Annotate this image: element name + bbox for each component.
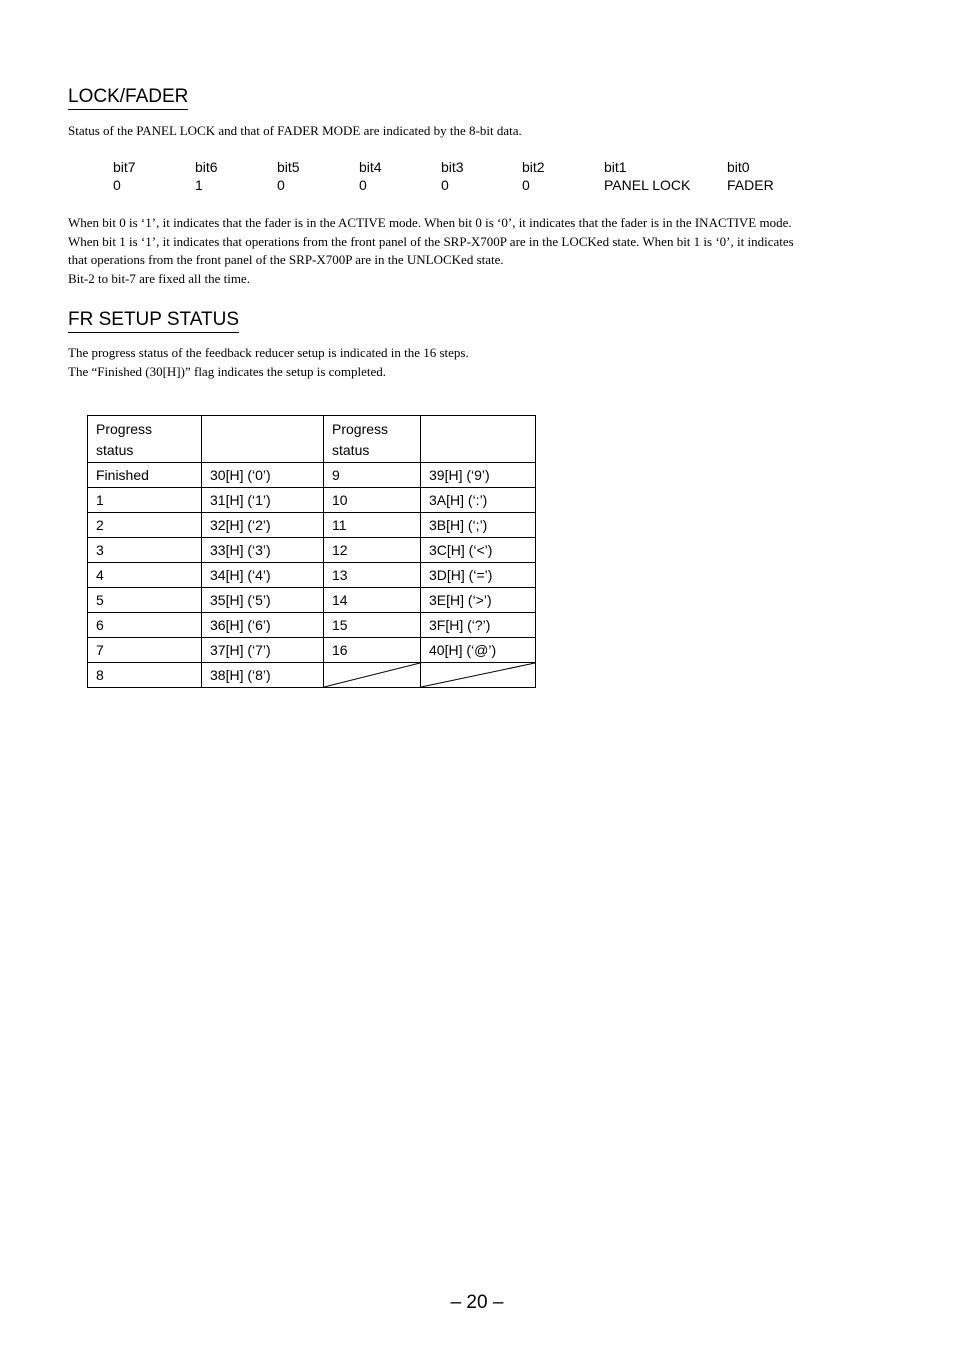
page-number: – 20 – <box>450 1292 504 1313</box>
bit-column <box>113 158 136 194</box>
table-row <box>88 538 536 563</box>
bit-name: bit4 <box>359 159 382 175</box>
table-cell: 1 <box>88 488 202 513</box>
table-cell: 30[H] (‘0’) <box>202 463 324 488</box>
lock-fader-intro: Status of the PANEL LOCK and that of FADER MODE are indicated by the 8-bit data. <box>68 123 522 138</box>
bit-column <box>522 158 545 194</box>
table-header-cell: Progress status <box>324 416 421 463</box>
table-cell: 9 <box>324 463 421 488</box>
table-header-cell: Progress status <box>88 416 202 463</box>
table-row <box>88 513 536 538</box>
table-cell-empty <box>324 663 421 688</box>
bit-column <box>727 158 774 194</box>
table-row <box>88 663 536 688</box>
table-cell: 35[H] (‘5’) <box>202 588 324 613</box>
description-line: When bit 1 is ‘1’, it indicates that operations from the front panel of the SRP-X700P are in the LOCKed state. When bit 1 is ‘0’, it indicates <box>68 233 794 249</box>
table-header-row <box>88 416 536 463</box>
bit-value: 0 <box>113 177 121 193</box>
table-cell: 12 <box>324 538 421 563</box>
table-cell: 7 <box>88 638 202 663</box>
fr-setup-heading: FR SETUP STATUS <box>68 309 239 333</box>
table-cell: 13 <box>324 563 421 588</box>
diagonal-slash-icon <box>421 663 535 687</box>
table-row <box>88 488 536 513</box>
table-cell: 3E[H] (‘>’) <box>421 588 536 613</box>
table-row <box>88 463 536 488</box>
table-cell: 40[H] (‘@’) <box>421 638 536 663</box>
table-cell: 8 <box>88 663 202 688</box>
description-line: that operations from the front panel of the SRP-X700P are in the UNLOCKed state. <box>68 252 504 267</box>
bit-name: bit6 <box>195 159 218 175</box>
bit-column <box>195 158 218 194</box>
bit-name: bit7 <box>113 159 136 175</box>
table-cell: 15 <box>324 613 421 638</box>
table-cell: 3 <box>88 538 202 563</box>
table-cell: 39[H] (‘9’) <box>421 463 536 488</box>
bit-value: 1 <box>195 177 203 193</box>
table-header-cell <box>202 416 324 463</box>
bit-name: bit3 <box>441 159 464 175</box>
table-cell: 2 <box>88 513 202 538</box>
progress-status-table <box>87 415 536 688</box>
table-row <box>88 613 536 638</box>
bit-name: bit1 <box>604 159 627 175</box>
lock-fader-description <box>68 214 888 288</box>
bit-column <box>441 158 464 194</box>
table-cell: 3A[H] (‘:’) <box>421 488 536 513</box>
bit-column <box>604 158 690 194</box>
table-cell: 14 <box>324 588 421 613</box>
table-cell: 38[H] (‘8’) <box>202 663 324 688</box>
bit-column <box>359 158 382 194</box>
table-cell: Finished <box>88 463 202 488</box>
lock-fader-heading: LOCK/FADER <box>68 86 188 110</box>
fr-setup-intro <box>68 344 888 381</box>
bit-value: 0 <box>441 177 449 193</box>
bit-name: bit0 <box>727 159 750 175</box>
table-header-cell <box>421 416 536 463</box>
table-cell: 4 <box>88 563 202 588</box>
table-cell: 32[H] (‘2’) <box>202 513 324 538</box>
table-cell: 10 <box>324 488 421 513</box>
description-line: Bit-2 to bit-7 are fixed all the time. <box>68 270 250 286</box>
table-cell: 33[H] (‘3’) <box>202 538 324 563</box>
table-row <box>88 563 536 588</box>
table-cell: 34[H] (‘4’) <box>202 563 324 588</box>
table-cell: 3C[H] (‘<’) <box>421 538 536 563</box>
bit-value: FADER <box>727 177 774 193</box>
table-row <box>88 588 536 613</box>
table-cell: 3D[H] (‘=’) <box>421 563 536 588</box>
bit-value: 0 <box>277 177 285 193</box>
table-row <box>88 638 536 663</box>
table-cell-empty <box>421 663 536 688</box>
diagonal-slash-icon <box>324 663 420 687</box>
bit-name: bit2 <box>522 159 545 175</box>
table-cell: 37[H] (‘7’) <box>202 638 324 663</box>
table-cell: 6 <box>88 613 202 638</box>
table-cell: 31[H] (‘1’) <box>202 488 324 513</box>
table-cell: 3B[H] (‘;’) <box>421 513 536 538</box>
table-cell: 11 <box>324 513 421 538</box>
bit-column <box>277 158 300 194</box>
bit-value: 0 <box>522 177 530 193</box>
bit-value: PANEL LOCK <box>604 177 691 193</box>
intro-line: The “Finished (30[H])” flag indicates the setup is completed. <box>68 363 387 379</box>
intro-line: The progress status of the feedback reducer setup is indicated in the 16 steps. <box>68 345 469 360</box>
bit-name: bit5 <box>277 159 300 175</box>
description-line: When bit 0 is ‘1’, it indicates that the fader is in the ACTIVE mode. When bit 0 is ‘0’, it indicates that the fader is in the INACTIVE mode. <box>68 215 792 230</box>
table-cell: 16 <box>324 638 421 663</box>
table-cell: 3F[H] (‘?’) <box>421 613 536 638</box>
table-cell: 5 <box>88 588 202 613</box>
table-cell: 36[H] (‘6’) <box>202 613 324 638</box>
bit-value: 0 <box>359 177 367 193</box>
